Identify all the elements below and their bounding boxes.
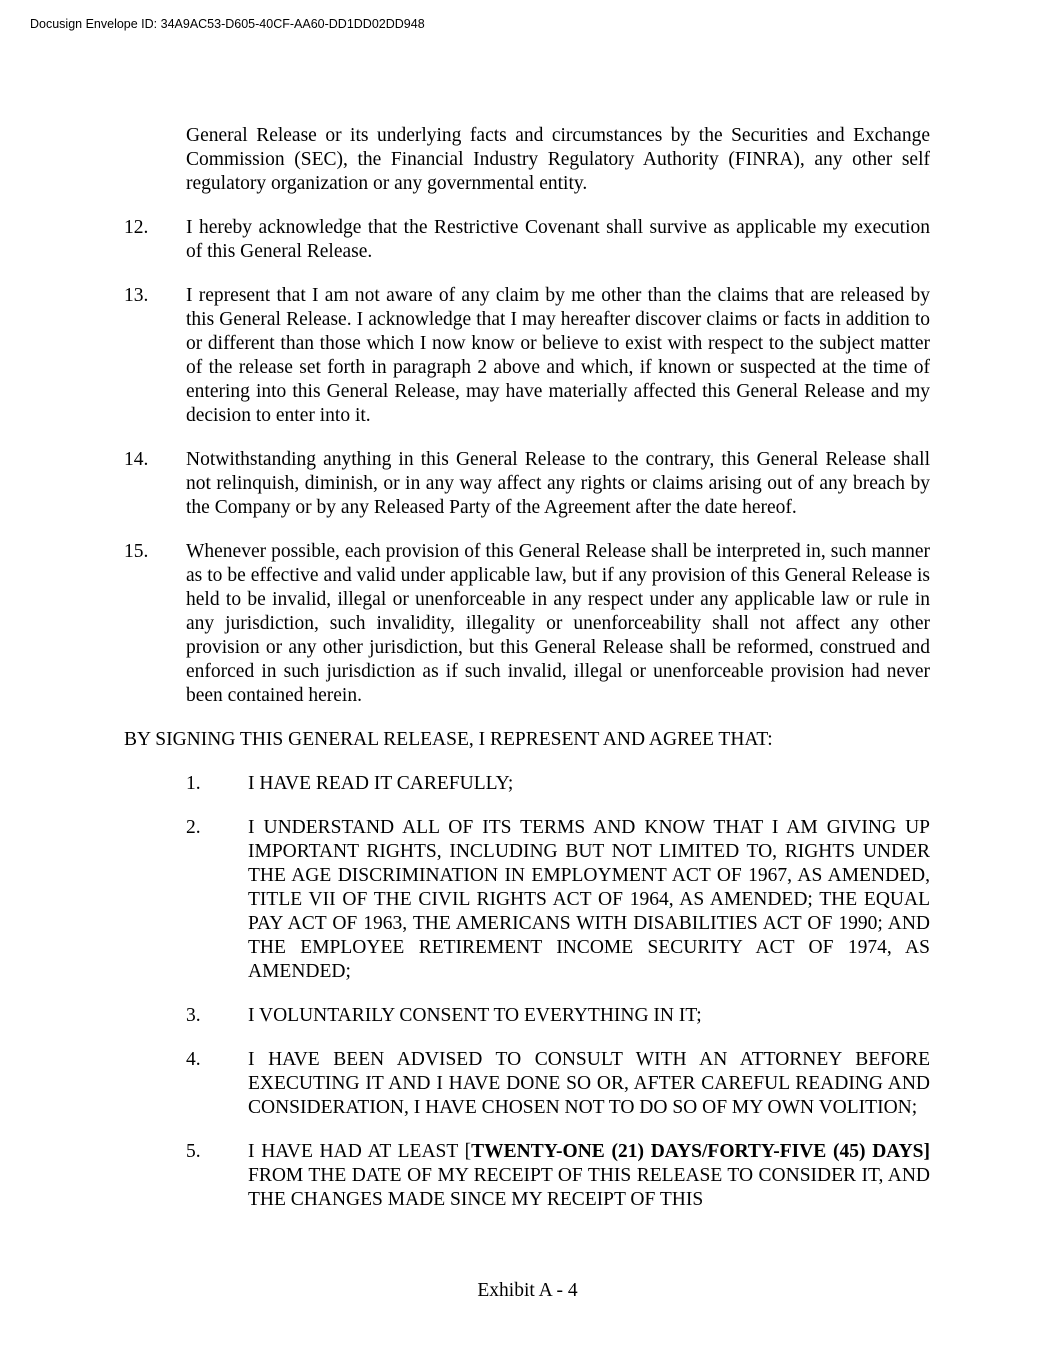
paragraph-14	[0, 448, 1055, 520]
agreement-item-2	[0, 816, 1055, 984]
agreement-item-5	[0, 1140, 1055, 1212]
paragraph-text: Notwithstanding anything in this General Release to the contrary, this General Release shall not relinquish, diminish, or in any way affect any rights or claims arising out of any breach by the Company or by any Released Party of the Agreement after the date hereof.	[186, 449, 930, 518]
paragraph-number: 15.	[124, 541, 149, 562]
item-5-bold-days: TWENTY-ONE (21) DAYS/FORTY-FIVE (45) DAYS]	[471, 1141, 930, 1162]
paragraph-number: 14.	[124, 449, 149, 470]
item-number: 4.	[186, 1049, 201, 1070]
item-text: I VOLUNTARILY CONSENT TO EVERYTHING IN IT;	[248, 1005, 702, 1026]
signing-heading: BY SIGNING THIS GENERAL RELEASE, I REPRESENT AND AGREE THAT:	[124, 729, 773, 750]
paragraph-number: 12.	[124, 217, 149, 238]
item-5-pre: I HAVE HAD AT LEAST [	[248, 1141, 472, 1162]
item-text: I UNDERSTAND ALL OF ITS TERMS AND KNOW THAT I AM GIVING UP IMPORTANT RIGHTS, INCLUDING BUT NOT LIMITED TO, RIGHTS UNDER THE AGE DISCRIMINATION IN EMPLOYMENT ACT OF 1967, AS AMENDED, TITLE VII OF THE CIVIL RIGHTS ACT OF 1964, AS AMENDED; THE EQUAL PAY ACT OF 1963, THE AMERICANS WITH DISABILITIES ACT OF 1990; AND THE EMPLOYEE RETIREMENT INCOME SECURITY ACT OF 1974, AS AMENDED;	[248, 817, 930, 982]
intro-continuation	[0, 124, 1055, 196]
item-text	[248, 1140, 940, 1212]
item-text: I HAVE BEEN ADVISED TO CONSULT WITH AN ATTORNEY BEFORE EXECUTING IT AND I HAVE DONE SO OR, AFTER CAREFUL READING AND CONSIDERATION, I HAVE CHOSEN NOT TO DO SO OF MY OWN VOLITION;	[248, 1049, 930, 1118]
item-5-post: FROM THE DATE OF MY RECEIPT OF THIS RELEASE TO CONSIDER IT, AND THE CHANGES MADE SINCE MY RECEIPT OF THIS	[248, 1141, 940, 1210]
page-footer: Exhibit A - 4	[477, 1280, 578, 1301]
agreement-item-4	[0, 1048, 1055, 1120]
paragraph-text: I hereby acknowledge that the Restrictive Covenant shall survive as applicable my execution of this General Release.	[186, 217, 930, 262]
item-number: 1.	[186, 773, 201, 794]
paragraph-12	[0, 216, 1055, 264]
intro-continuation-text: General Release or its underlying facts and circumstances by the Securities and Exchange Commission (SEC), the Financial Industry Regulatory Authority (FINRA), any other self regulatory organization or any governmental entity.	[186, 125, 930, 194]
paragraph-15	[0, 540, 1055, 708]
item-text: I HAVE READ IT CAREFULLY;	[248, 773, 514, 794]
paragraph-number: 13.	[124, 285, 149, 306]
item-number: 2.	[186, 817, 201, 838]
item-number: 3.	[186, 1005, 201, 1026]
paragraph-text: Whenever possible, each provision of this General Release shall be interpreted in, such manner as to be effective and valid under applicable law, but if any provision of this General Release is held to be invalid, illegal or unenforceable in any respect under any applicable law or rule in any jurisdiction, such invalidity, illegality or unenforceability shall not affect any other provision or any other jurisdiction, but this General Release shall be reformed, construed and enforced in such jurisdiction as if such invalid, illegal or unenforceable provision had never been contained herein.	[186, 541, 930, 706]
paragraph-text: I represent that I am not aware of any claim by me other than the claims that are released by this General Release. I acknowledge that I may hereafter discover claims or facts in addition to or different than those which I now know or believe to exist with respect to the subject matter of the release set forth in paragraph 2 above and which, if known or suspected at the time of entering into this General Release, may have materially affected this General Release and my decision to enter into it.	[186, 285, 930, 426]
agreement-item-3	[0, 1004, 1055, 1028]
item-number: 5.	[186, 1141, 201, 1162]
document-body	[0, 124, 1055, 1232]
agreement-item-1	[0, 772, 1055, 796]
envelope-id: Docusign Envelope ID: 34A9AC53-D605-40CF-AA60-DD1DD02DD948	[30, 17, 425, 31]
paragraph-13	[0, 284, 1055, 428]
